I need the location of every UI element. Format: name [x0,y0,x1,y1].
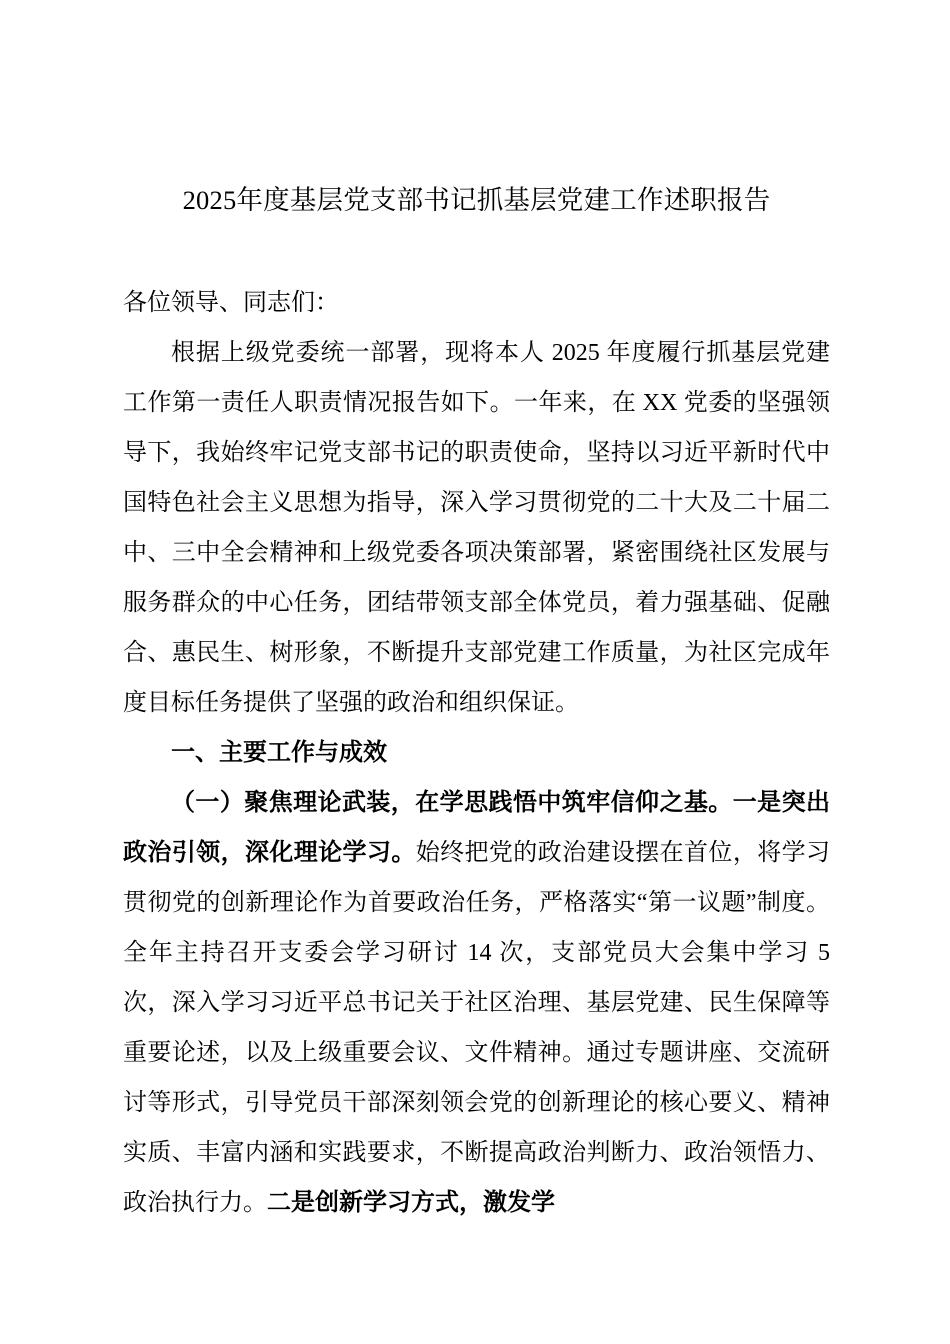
subsection-body-text: 始终把党的政治建设摆在首位，将学习贯彻党的创新理论作为首要政治任务，严格落实“第一议题”制度。全年主持召开支委会学习研讨 14 次，支部党员大会集中学习 5 次，深入学习习近平总书记关于社区治理、基层党建、民生保障等重要论述，以及上级重要会议、文件精神。通过专题讲座、交流研讨等形式，引导党员干部深刻领会党的创新理论的核心要义、精神实质、丰富内涵和实践要求，不断提高政治判断力、政治领悟力、政治执行力。 [123,840,831,1216]
intro-paragraph: 根据上级党委统一部署，现将本人 2025 年度履行抓基层党建工作第一责任人职责情况报告如下。一年来，在 XX 党委的坚强领导下，我始终牢记党支部书记的职责使命，坚持以习近平新时代中国特色社会主义思想为指导，深入学习贯彻党的二十大及二十届二中、三中全会精神和上级党委各项决策部署，紧密围绕社区发展与服务群众的中心任务，团结带领支部全体党员，着力强基础、促融合、惠民生、树形象，不断提升支部党建工作质量，为社区完成年度目标任务提供了坚强的政治和组织保证。 [123,340,830,716]
salutation-line: 各位领导、同志们： [123,290,339,316]
page-title: 2025年度基层党支部书记抓基层党建工作述职报告 [182,185,771,215]
subsection-paragraph-1 [123,778,830,1228]
subsection-lead-bold: （一）聚焦理论武装，在学思践悟中筑牢信仰之基。一是突出政治引领，深化理论学习。 [123,790,830,866]
section-heading-1: 一、主要工作与成效 [171,740,387,766]
page-content [123,0,830,1228]
subsection-trailing-bold: 二是创新学习方式，激发学 [267,1190,555,1216]
